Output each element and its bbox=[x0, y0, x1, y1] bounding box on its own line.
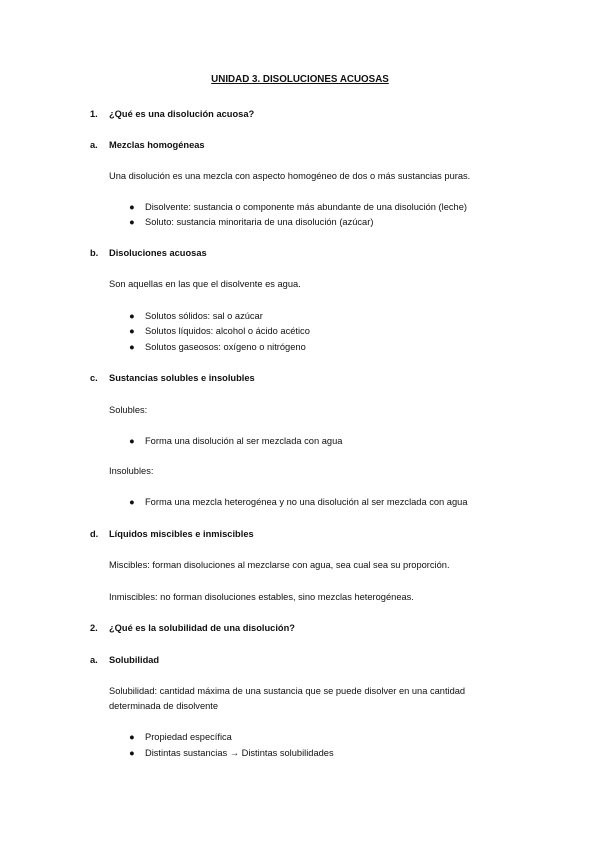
bullet-icon: ● bbox=[129, 217, 135, 227]
list-item: Forma una disolución al ser mezclada con agua bbox=[145, 436, 343, 446]
solubles-label: Solubles: bbox=[109, 405, 148, 415]
bullet-icon: ● bbox=[129, 497, 135, 507]
section-1-title: ¿Qué es una disolución acuosa? bbox=[109, 109, 255, 119]
subsection-c-letter: c. bbox=[90, 373, 98, 383]
list-item: Propiedad específica bbox=[145, 732, 232, 742]
bullet-icon: ● bbox=[129, 202, 135, 212]
bullet-icon: ● bbox=[129, 326, 135, 336]
list-item: Solutos líquidos: alcohol o ácido acético bbox=[145, 326, 310, 336]
subsection-b-title: Disoluciones acuosas bbox=[109, 248, 207, 258]
bullet-icon: ● bbox=[129, 732, 135, 742]
subsection-b-paragraph: Son aquellas en las que el disolvente es agua. bbox=[109, 279, 301, 289]
bullet-icon: ● bbox=[129, 311, 135, 321]
list-item: Soluto: sustancia minoritaria de una disolución (azúcar) bbox=[145, 217, 374, 227]
subsection-d-title: Líquidos miscibles e inmiscibles bbox=[109, 529, 254, 539]
solubilidad-paragraph-line-2: determinada de disolvente bbox=[109, 701, 219, 711]
insolubles-label: Insolubles: bbox=[109, 466, 154, 476]
subsection-a-letter: a. bbox=[90, 140, 98, 150]
list-item: Forma una mezcla heterogénea y no una disolución al ser mezclada con agua bbox=[145, 497, 468, 507]
subsection-a-paragraph: Una disolución es una mezcla con aspecto homogéneo de dos o más sustancias puras. bbox=[109, 171, 471, 181]
subsection-a-title: Mezclas homogéneas bbox=[109, 140, 205, 150]
section-1-number: 1. bbox=[90, 109, 98, 119]
list-item: Solutos sólidos: sal o azúcar bbox=[145, 311, 263, 321]
miscibles-paragraph: Miscibles: forman disoluciones al mezclarse con agua, sea cual sea su proporción. bbox=[109, 560, 450, 570]
bullet-icon: ● bbox=[129, 748, 135, 758]
subsection-d-letter: d. bbox=[90, 529, 99, 539]
bullet-icon: ● bbox=[129, 436, 135, 446]
subsection-a2-title: Solubilidad bbox=[109, 655, 160, 665]
list-item: Disolvente: sustancia o componente más abundante de una disolución (leche) bbox=[145, 202, 467, 212]
document-title: UNIDAD 3. DISOLUCIONES ACUOSAS bbox=[211, 74, 389, 85]
list-item: Solutos gaseosos: oxígeno o nitrógeno bbox=[145, 342, 306, 352]
section-2-title: ¿Qué es la solubilidad de una disolución? bbox=[109, 623, 295, 633]
subsection-c-title: Sustancias solubles e insolubles bbox=[109, 373, 255, 383]
section-2-number: 2. bbox=[90, 623, 98, 633]
subsection-a2-letter: a. bbox=[90, 655, 98, 665]
inmiscibles-paragraph: Inmiscibles: no forman disoluciones estables, sino mezclas heterogéneas. bbox=[109, 592, 414, 602]
list-item: Distintas sustancias → Distintas solubilidades bbox=[145, 748, 334, 758]
subsection-b-letter: b. bbox=[90, 248, 99, 258]
solubilidad-paragraph-line-1: Solubilidad: cantidad máxima de una sustancia que se puede disolver en una cantidad bbox=[109, 686, 466, 696]
bullet-icon: ● bbox=[129, 342, 135, 352]
